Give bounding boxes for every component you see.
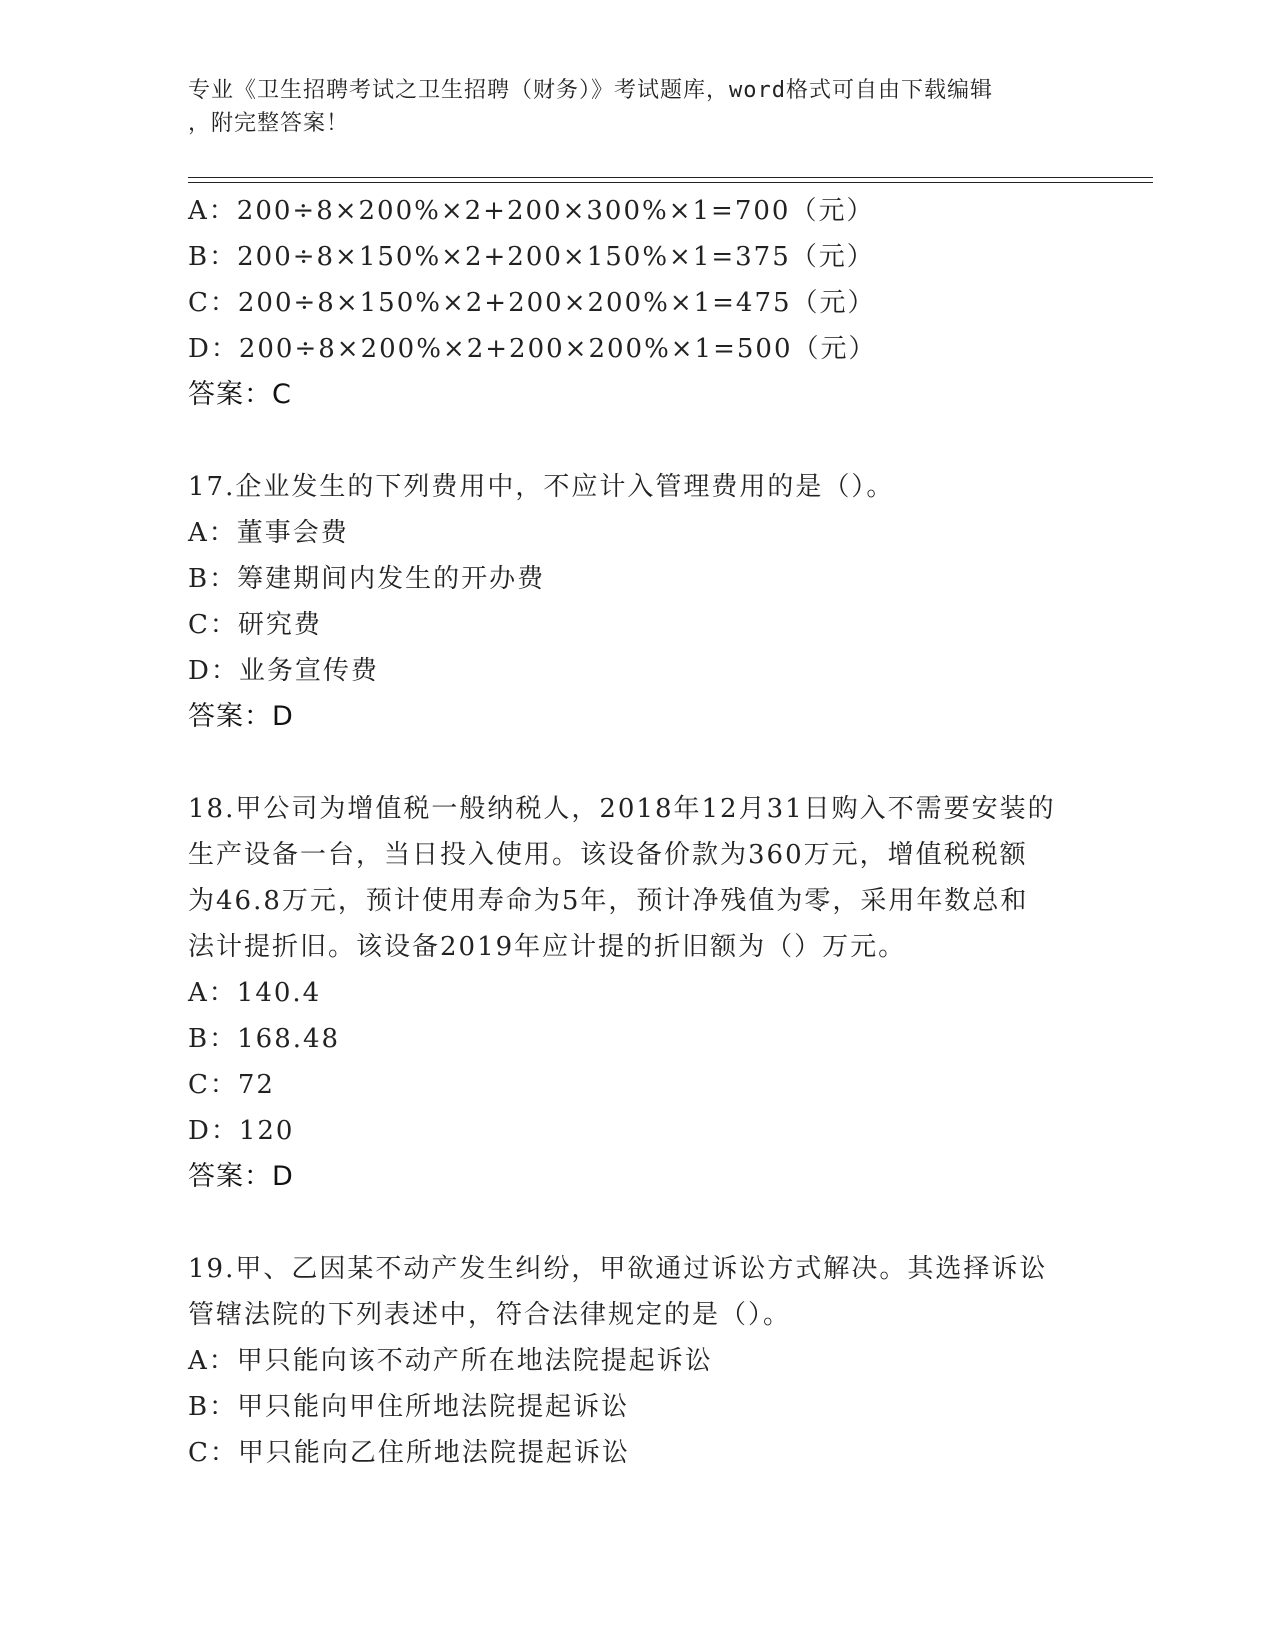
option-c: C：200÷8×150%×2+200×200%×1=475（元） <box>188 288 876 318</box>
header-divider-bottom <box>188 182 1153 183</box>
question-16 <box>188 188 1088 418</box>
option-d: D：业务宣传费 <box>188 656 379 686</box>
question-stem-line-2: 生产设备一台，当日投入使用。该设备价款为360万元，增值税税额 <box>188 840 1028 870</box>
document-header <box>188 74 1088 140</box>
option-d: D：200÷8×200%×2+200×200%×1=500（元） <box>188 334 877 364</box>
question-stem-line-4: 法计提折旧。该设备2019年应计提的折旧额为（）万元。 <box>188 932 907 962</box>
question-stem-line-1: 18.甲公司为增值税一般纳税人，2018年12月31日购入不需要安装的 <box>188 794 1056 824</box>
option-b: B：168.48 <box>188 1024 341 1054</box>
answer: 答案：D <box>188 1161 294 1192</box>
option-d: D：120 <box>188 1116 295 1146</box>
question-stem: 17.企业发生的下列费用中，不应计入管理费用的是（）。 <box>188 472 895 502</box>
option-c: C：研究费 <box>188 610 322 640</box>
option-a: A：200÷8×200%×2+200×300%×1=700（元） <box>188 196 875 226</box>
option-c: C：甲只能向乙住所地法院提起诉讼 <box>188 1438 630 1468</box>
spacer <box>188 740 1088 786</box>
question-18 <box>188 786 1088 1200</box>
option-b: B：200÷8×150%×2+200×150%×1=375（元） <box>188 242 875 272</box>
spacer <box>188 418 1088 464</box>
option-a: A：甲只能向该不动产所在地法院提起诉讼 <box>188 1346 713 1376</box>
answer: 答案：C <box>188 379 292 410</box>
option-b: B：甲只能向甲住所地法院提起诉讼 <box>188 1392 630 1422</box>
question-stem-line-2: 管辖法院的下列表述中，符合法律规定的是（）。 <box>188 1300 792 1330</box>
answer: 答案：D <box>188 701 294 732</box>
header-line-1: 专业《卫生招聘考试之卫生招聘（财务）》考试题库，word格式可自由下载编辑 <box>188 78 993 103</box>
option-c: C：72 <box>188 1070 275 1100</box>
question-list <box>188 188 1088 1476</box>
question-17 <box>188 464 1088 740</box>
question-stem-line-1: 19.甲、乙因某不动产发生纠纷，甲欲通过诉讼方式解决。其选择诉讼 <box>188 1254 1048 1284</box>
option-b: B：筹建期间内发生的开办费 <box>188 564 546 594</box>
header-divider-top <box>188 177 1153 178</box>
question-19 <box>188 1246 1088 1476</box>
option-a: A：董事会费 <box>188 518 349 548</box>
option-a: A：140.4 <box>188 978 322 1008</box>
spacer <box>188 1200 1088 1246</box>
header-line-2: ，附完整答案！ <box>188 111 350 136</box>
question-stem-line-3: 为46.8万元，预计使用寿命为5年，预计净残值为零，采用年数总和 <box>188 886 1029 916</box>
